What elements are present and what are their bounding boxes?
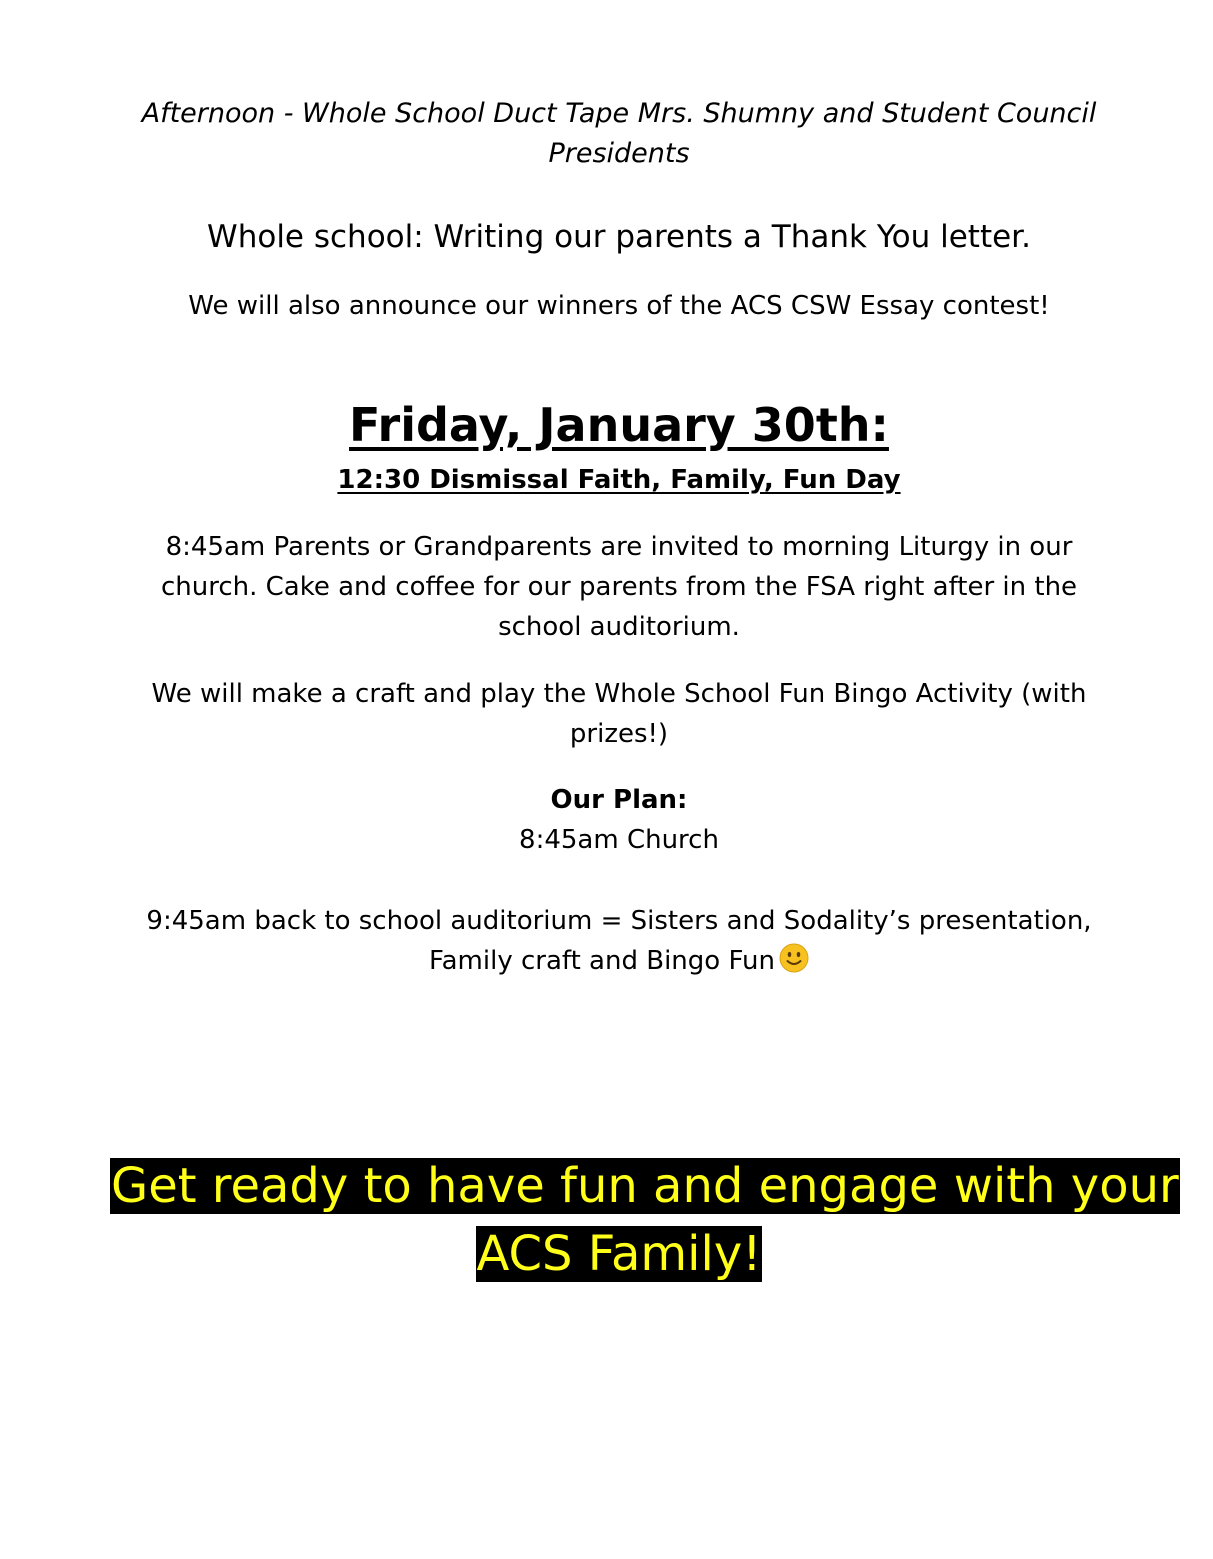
auditorium-line-2: Family craft and Bingo Fun [429,946,775,976]
liturgy-line-3: school auditorium. [498,612,740,642]
plan-auditorium [110,901,1128,981]
liturgy-paragraph [110,527,1128,647]
craft-line-1: We will make a craft and play the Whole School Fun Bingo Activity (with [151,679,1087,709]
afternoon-activity [110,94,1128,174]
banner-line-1: Get ready to have fun and engage with your [111,1158,1179,1214]
dismissal-subheading [110,461,1128,499]
essay-line: We will also announce our winners of the ACS CSW Essay contest! [188,291,1050,321]
plan-church-text: 8:45am Church [519,825,719,855]
thank-you-line: Whole school: Writing our parents a Thank You letter. [207,219,1031,255]
closing-banner [110,1152,1179,1288]
banner-line-1-wrap [110,1152,1179,1220]
auditorium-line-1: 9:45am back to school auditorium = Sisters and Sodality’s presentation, [146,906,1092,936]
plan-title [110,780,1128,820]
liturgy-line-2: church. Cake and coffee for our parents from the FSA right after in the [160,572,1078,602]
liturgy-line-1: 8:45am Parents or Grandparents are invited to morning Liturgy in our [165,532,1073,562]
banner-line-2: ACS Family! [476,1226,762,1282]
essay-contest-text [110,287,1128,325]
auditorium-line-2-wrap [110,941,1128,981]
plan-title-text: Our Plan: [550,785,688,815]
friday-heading [110,393,1128,457]
plan-church [110,820,1128,860]
friday-heading-text: Friday, January 30th: [349,398,889,452]
afternoon-line-2: Presidents [548,138,690,169]
craft-line-2: prizes!) [569,719,669,749]
thank-you-letter-text [110,215,1128,259]
afternoon-line-1: Afternoon - Whole School Duct Tape Mrs. Shumny and Student Council [141,98,1097,129]
craft-bingo-paragraph [110,674,1128,754]
dismissal-subheading-text: 12:30 Dismissal Faith, Family, Fun Day [337,465,901,495]
smiling-face-icon [779,943,809,973]
banner-line-2-wrap [110,1220,1128,1288]
